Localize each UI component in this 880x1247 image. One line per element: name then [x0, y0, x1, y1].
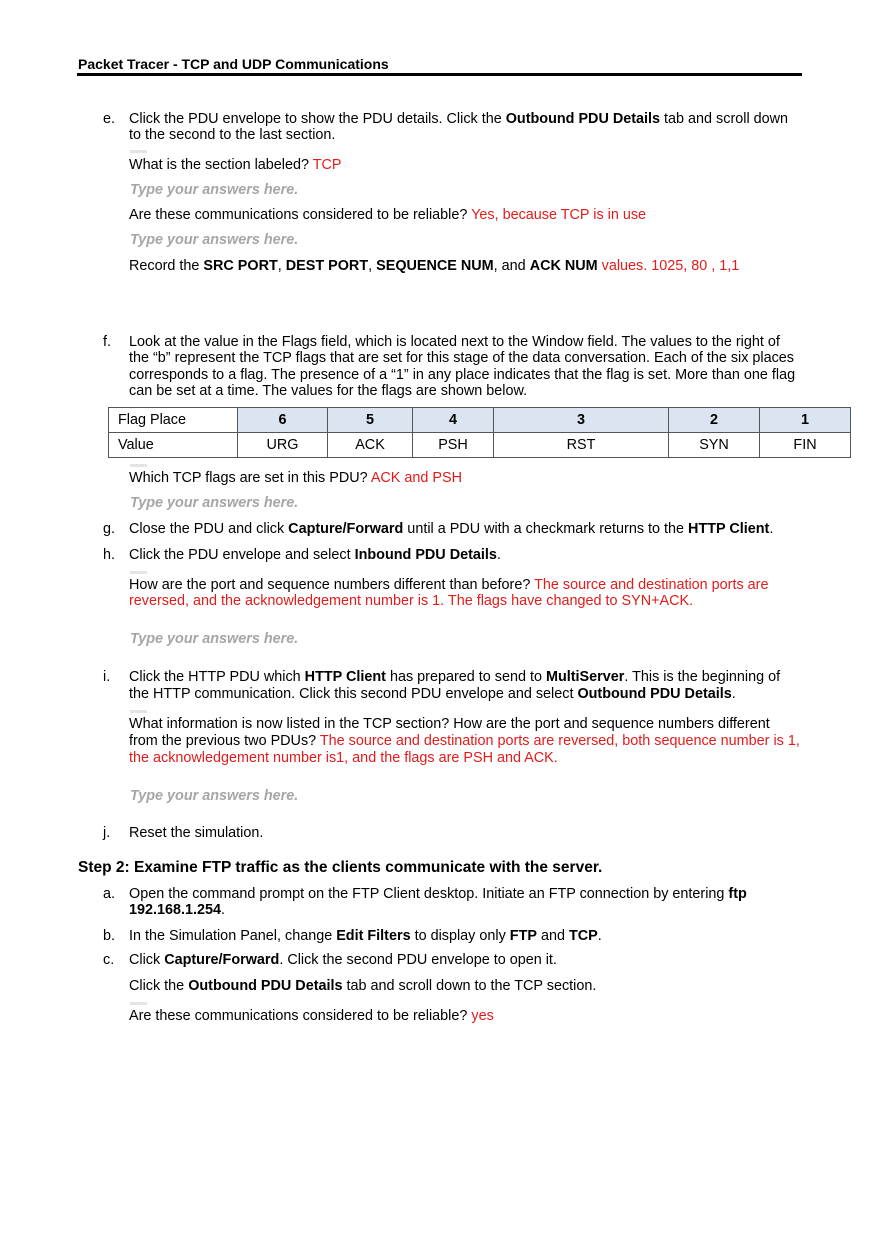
- item-f-line: can be set at a time. The values for the flags are shown below.: [129, 383, 528, 399]
- item-f-line: Look at the value in the Flags field, which is located next to the Window field. The values to the right of: [129, 334, 780, 350]
- table-cell: 2: [669, 408, 760, 433]
- question-marker: [130, 1002, 147, 1005]
- item-f-line: the “b” represent the TCP flags that are set for this stage of the data conversation. Each of the six places: [129, 350, 795, 366]
- flags-table: [108, 407, 851, 458]
- item-i-marker: i.: [103, 669, 111, 685]
- item-i-question-1: What information is now listed in the TCP section? How are the port and sequence numbers different: [129, 716, 770, 732]
- item-h-text: Click the PDU envelope and select Inbound PDU Details.: [129, 547, 501, 563]
- answer: reversed, and the acknowledgement number is 1. The flags have changed to SYN+ACK.: [129, 593, 694, 609]
- table-cell: Flag Place: [109, 408, 238, 433]
- item-g-marker: g.: [103, 521, 116, 537]
- answer: values. 1025, 80 , 1,1: [601, 258, 740, 274]
- item-f-question: Which TCP flags are set in this PDU? ACK and PSH: [129, 470, 462, 486]
- step2-c-line1: Click Capture/Forward. Click the second PDU envelope to open it.: [129, 952, 557, 968]
- item-e-line1: Click the PDU envelope to show the PDU details. Click the Outbound PDU Details tab and scroll down: [129, 111, 789, 127]
- table-cell: PSH: [413, 433, 494, 458]
- answer: The source and destination ports are reversed, both sequence number is 1,: [319, 733, 800, 749]
- table-cell: URG: [238, 433, 328, 458]
- item-e-question-3: Record the SRC PORT, DEST PORT, SEQUENCE NUM, and ACK NUM values. 1025, 80 , 1,1: [129, 258, 740, 274]
- table-cell: Value: [109, 433, 238, 458]
- item-i-line2: the HTTP communication. Click this second PDU envelope and select Outbound PDU Details.: [129, 686, 736, 702]
- question-marker: [130, 571, 147, 574]
- document-header: Packet Tracer - TCP and UDP Communications: [78, 56, 389, 72]
- step2-c-question: Are these communications considered to be reliable? yes: [129, 1008, 494, 1024]
- table-cell: 1: [760, 408, 851, 433]
- item-h-marker: h.: [103, 547, 116, 563]
- item-i-question-2: from the previous two PDUs? The source and destination ports are reversed, both sequence number is 1,: [129, 733, 800, 749]
- step-2-heading: Step 2: Examine FTP traffic as the clients communicate with the server.: [78, 859, 603, 876]
- table-cell: 6: [238, 408, 328, 433]
- item-e-question-1: What is the section labeled? TCP: [129, 157, 342, 173]
- item-f-line: corresponds to a flag. The presence of a “1” in any place indicates that the flag is set. More than one flag: [129, 367, 796, 383]
- question-marker: [130, 464, 147, 467]
- item-j-marker: j.: [103, 825, 111, 841]
- table-row: [109, 408, 851, 433]
- table-row: [109, 433, 851, 458]
- table-cell: 5: [328, 408, 413, 433]
- table-cell: 4: [413, 408, 494, 433]
- table-cell: SYN: [669, 433, 760, 458]
- answer: Yes, because TCP is in use: [471, 207, 647, 223]
- header-rule: [77, 73, 802, 76]
- question-marker: [130, 710, 147, 713]
- step2-a-line2: 192.168.1.254.: [129, 902, 226, 918]
- answer-placeholder[interactable]: Type your answers here.: [130, 182, 299, 198]
- table-cell: 3: [494, 408, 669, 433]
- answer-placeholder[interactable]: Type your answers here.: [130, 232, 299, 248]
- answer-placeholder[interactable]: Type your answers here.: [130, 631, 299, 647]
- answer: The source and destination ports are: [534, 577, 769, 593]
- item-h-question: How are the port and sequence numbers different than before? The source and destination ports are: [129, 577, 769, 593]
- item-e-question-2: Are these communications considered to be reliable? Yes, because TCP is in use: [129, 207, 647, 223]
- table-cell: ACK: [328, 433, 413, 458]
- answer: TCP: [312, 157, 342, 173]
- step2-b-text: In the Simulation Panel, change Edit Filters to display only FTP and TCP.: [129, 928, 602, 944]
- answer-placeholder[interactable]: Type your answers here.: [130, 788, 299, 804]
- table-cell: FIN: [760, 433, 851, 458]
- answer: the acknowledgement number is1, and the flags are PSH and ACK.: [129, 750, 558, 766]
- step2-b-marker: b.: [103, 928, 116, 944]
- item-f-marker: f.: [103, 334, 111, 350]
- item-e-line2: to the second to the last section.: [129, 127, 336, 143]
- step2-a-line1: Open the command prompt on the FTP Client desktop. Initiate an FTP connection by entering ftp: [129, 886, 747, 902]
- item-g-text: Close the PDU and click Capture/Forward until a PDU with a checkmark returns to the HTTP Client.: [129, 521, 774, 537]
- item-i-line1: Click the HTTP PDU which HTTP Client has prepared to send to MultiServer. This is the beginning of: [129, 669, 781, 685]
- step2-a-marker: a.: [103, 886, 116, 902]
- item-e-marker: e.: [103, 111, 116, 127]
- answer-placeholder[interactable]: Type your answers here.: [130, 495, 299, 511]
- step2-c-marker: c.: [103, 952, 115, 968]
- table-cell: RST: [494, 433, 669, 458]
- answer: yes: [471, 1008, 494, 1024]
- step2-c-line2: Click the Outbound PDU Details tab and scroll down to the TCP section.: [129, 978, 597, 994]
- item-j-text: Reset the simulation.: [129, 825, 264, 841]
- answer: ACK and PSH: [370, 470, 462, 486]
- question-marker: [130, 150, 147, 153]
